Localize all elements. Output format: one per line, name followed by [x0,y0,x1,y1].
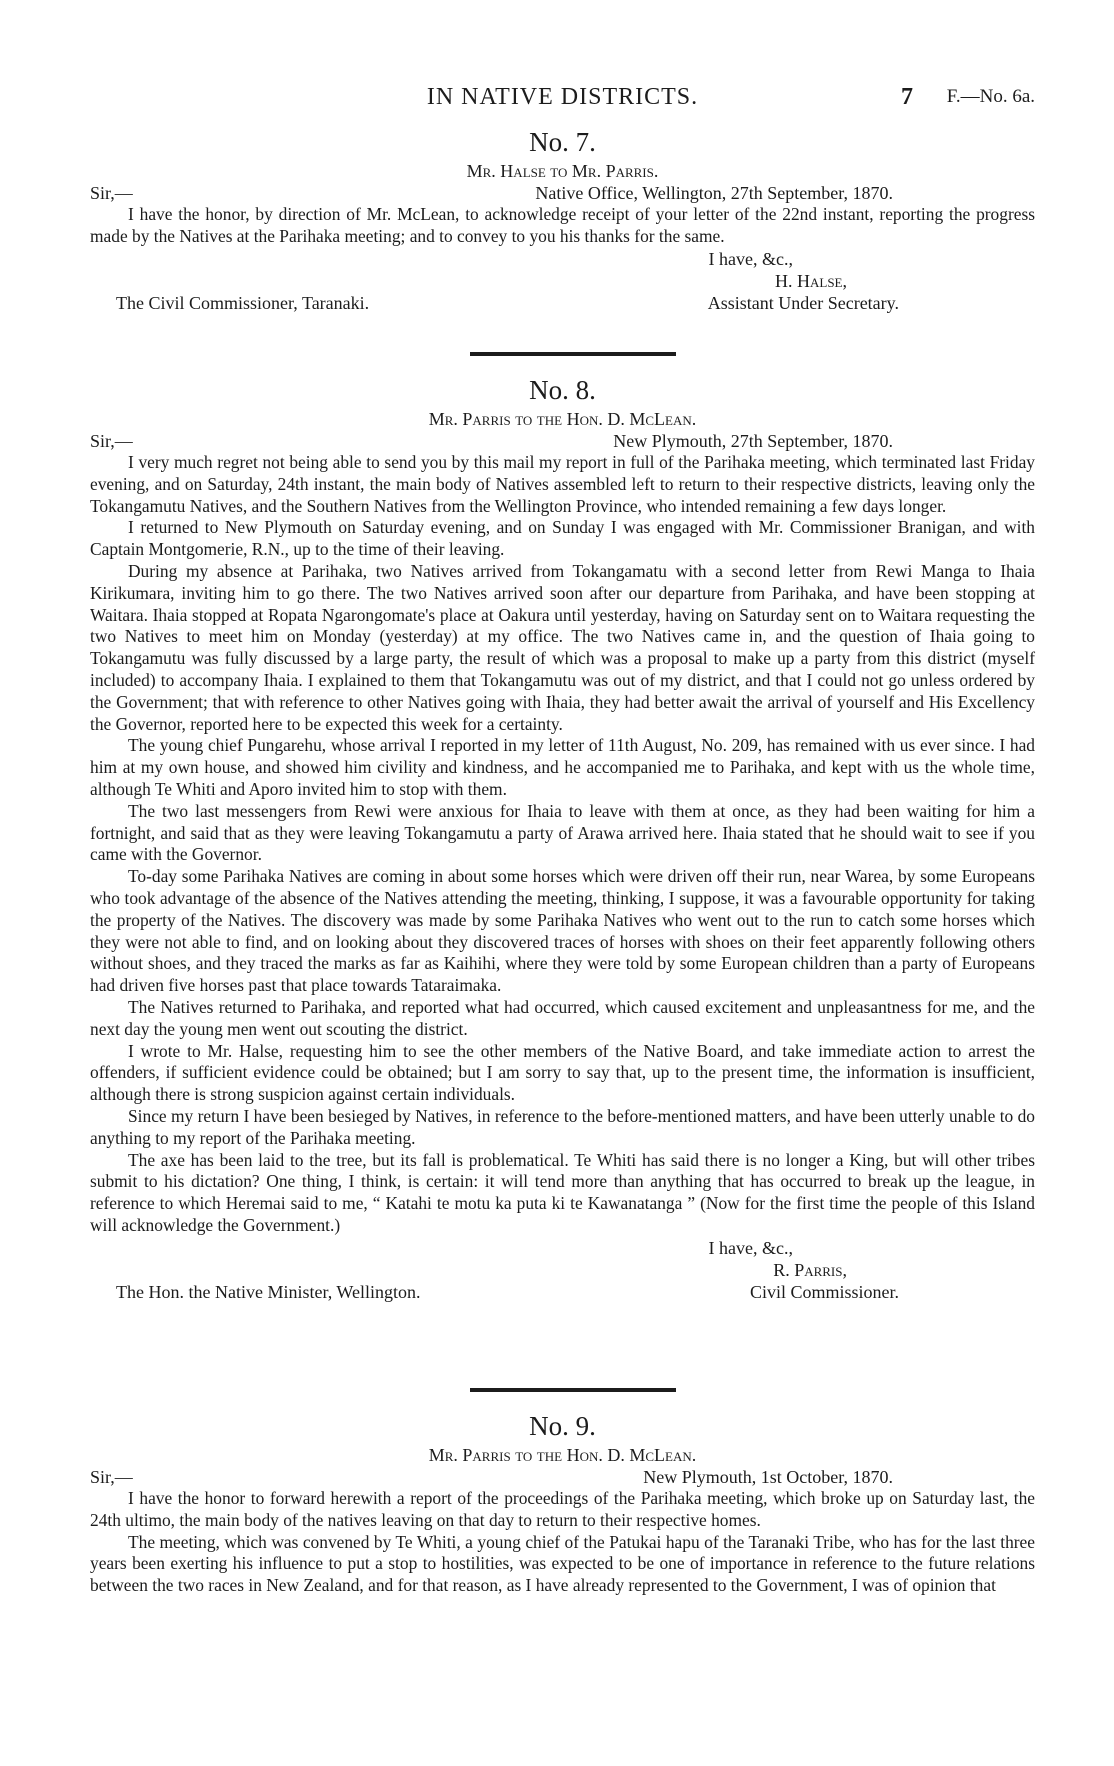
addressee: The Civil Commissioner, Taranaki. [116,292,370,313]
page-header [90,84,1035,114]
section-divider [470,352,676,356]
letter-body [90,1488,1035,1597]
letter-from-to: Mr. Parris to the Hon. D. McLean. [428,1445,697,1465]
paragraph: I have the honor to forward herewith a report of the proceedings of the Parihaka meeting, which broke up on Saturday last, the 24th ultimo, the main body of the natives leaving on that day to return to their respective homes. [90,1488,1035,1530]
section-divider [470,1388,676,1392]
signature: H. Halse, [775,270,847,291]
paragraph: Since my return I have been besieged by Natives, in reference to the before-mentioned matters, and have been utterly unable to do anything to my report of the Parihaka meeting. [90,1105,1035,1148]
letter-number: No. 7. [529,127,596,157]
paragraph: The two last messengers from Rewi were anxious for Ihaia to leave with them at once, as they had been waiting for him a fortnight, and said that as they were leaving Tokangamutu a party of Arawa arrived here. Ihaia stated that he should wait to see if you came with the Governor. [90,800,1035,865]
salutation: Sir,— [90,431,133,451]
letter-body [90,204,1035,248]
addressee: The Hon. the Native Minister, Wellington. [116,1281,421,1302]
closing-block [90,1237,1035,1281]
letter-body [90,452,1035,1237]
letter-no-8 [90,372,1035,1303]
letter-from-to: Mr. Halse to Mr. Parris. [466,161,659,181]
salutation: Sir,— [90,1467,133,1487]
letter-from-to: Mr. Parris to the Hon. D. McLean. [428,409,697,429]
dateline: New Plymouth, 1st October, 1870. [643,1467,893,1487]
paragraph: To-day some Parihaka Natives are coming in about some horses which were driven off their run, near Warea, by some Europeans who took advantage of the absence of the Natives attending the meeting, thinking, I suppose, it was a favourable opportunity for taking the property of the Natives. The discovery was made by some Parihaka Natives who went out to the run to catch some horses which they were not able to find, and on looking about they discovered traces of horses with shoes on their feet apparently following others without shoes, and they traced the marks as far as Kaihihi, where they were told by some European children than a party of Europeans had driven five horses past that place towards Tataraimaka. [90,866,1035,996]
dateline: New Plymouth, 27th September, 1870. [613,431,893,451]
letter-number: No. 9. [529,1411,596,1441]
paragraph: During my absence at Parihaka, two Natives arrived from Tokangamatu with a second letter from Rewi Manga to Ihaia Kirikumara, inviting him to go there. The two Natives arrived soon after our departure from Parihaka, and have been stopping at Waitara. Ihaia stopped at Ropata Ngarongomate's place at Oakura until yesterday, having on Saturday sent on to Waitara requesting the two Natives to meet him on Monday (yesterday) at my office. The two Natives came in, and the question of Ihaia going to Tokangamutu was fully discussed by a large party, the result of which was a proposal to make up a party from this district (myself included) to accompany Ihaia. I explained to them that Tokangamutu was out of my district, and that I could not go unless ordered by the Government; that with reference to other Natives going with Ihaia, they had better await the arrival of yourself and His Excellency the Governor, reported here to be expected this week for a certainty. [90,560,1035,734]
paragraph: I returned to New Plymouth on Saturday evening, and on Sunday I was engaged with Mr. Commissioner Branigan, and with Captain Montgomerie, R.N., up to the time of their leaving. [90,517,1035,560]
paper-reference: F.—No. 6a. [946,86,1035,107]
paragraph: I have the honor, by direction of Mr. McLean, to acknowledge receipt of your letter of the 22nd instant, reporting the progress made by the Natives at the Parihaka meeting; and to convey to you his thanks for the same. [90,204,1035,246]
paragraph: The Natives returned to Parihaka, and reported what had occurred, which caused excitement and unpleasantness for me, and the next day the young men went out scouting the district. [90,996,1035,1039]
letter-no-9 [90,1408,1035,1597]
salutation: Sir,— [90,183,133,203]
page-number: 7 [901,84,913,110]
closing-block [90,248,1035,292]
paragraph: The meeting, which was convened by Te Whiti, a young chief of the Patukai hapu of the Taranaki Tribe, who has for the last three years been exerting his influence to put a stop to hostilities, was expected to be one of importance in reference to the future relations between the two races in New Zealand, and for that reason, as I have already represented to the Government, I was of opinion that [90,1531,1035,1596]
letter-number: No. 8. [529,375,596,405]
running-head: IN NATIVE DISTRICTS. [426,84,699,110]
signature: R. Parris, [773,1259,847,1280]
paragraph: The young chief Pungarehu, whose arrival I reported in my letter of 11th August, No. 209, has remained with us ever since. I had him at my own house, and showed him civility and kindness, and he accompanied me to Parihaka, and kept with us the whole time, although Te Whiti and Aporo invited him to stop with them. [90,735,1035,799]
paragraph: I very much regret not being able to send you by this mail my report in full of the Parihaka meeting, which terminated last Friday evening, and on Saturday, 24th instant, the main body of Natives assembled left to return to their respective districts, leaving only the Tokangamutu Natives, and the Southern Natives from the Wellington Province, who intended remaining a few days longer. [90,452,1035,516]
dateline: Native Office, Wellington, 27th September, 1870. [535,183,893,203]
letter-no-7 [90,124,1035,314]
paragraph: The axe has been laid to the tree, but its fall is problematical. Te Whiti has said there is no longer a King, but will other tribes submit to his dictation? One thing, I think, is certain: it will tend more than anything that has occurred to break up the league, in reference to which Heremai said to me, “ Katahi te motu ka puta ki te Kawanatanga ” (Now for the first time the people of this Island will acknowledge the Government.) [90,1149,1035,1235]
closing: I have, &c., [708,248,793,269]
closing: I have, &c., [708,1237,793,1258]
signer-title: Assistant Under Secretary. [707,292,899,313]
paragraph: I wrote to Mr. Halse, requesting him to see the other members of the Native Board, and take immediate action to arrest the offenders, if sufficient evidence could be obtained; but I am sorry to say that, up to the present time, the information is insufficient, although there is strong suspicion against certain individuals. [90,1040,1035,1105]
document-page [90,0,1035,1766]
signer-title: Civil Commissioner. [749,1281,899,1302]
